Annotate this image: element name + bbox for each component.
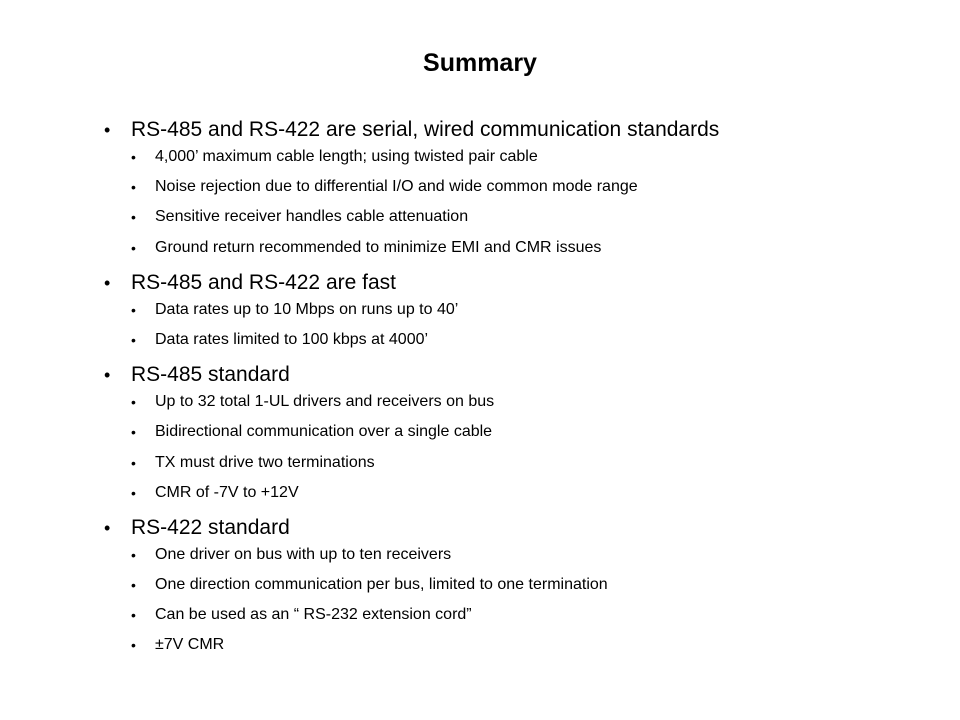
list-item-text: 4,000’ maximum cable length; using twisted pair cable	[155, 148, 538, 165]
list-item-text: CMR of -7V to +12V	[155, 483, 299, 501]
list-item	[131, 392, 924, 412]
sub-bullet-list	[104, 300, 924, 350]
list-item-text: Bidirectional communication over a single cable	[155, 423, 493, 441]
bullet-icon: •	[131, 424, 136, 441]
list-item-text: TX must drive two terminations	[155, 453, 375, 471]
list-item-text: Data rates limited to 100 kbps at 4000’	[155, 330, 429, 348]
list-item-text: One direction communication per bus, limited to one termination	[155, 576, 608, 594]
list-item	[131, 300, 924, 320]
list-item-text: ±7V CMR	[155, 636, 225, 654]
bullet-icon: •	[104, 272, 111, 293]
section-heading-text: RS-422 standard	[131, 515, 290, 539]
bullet-icon: •	[131, 239, 136, 256]
list-item	[131, 635, 924, 655]
summary-section	[104, 115, 924, 258]
list-item-text: Ground return recommended to minimize EMI and CMR issues	[155, 238, 602, 256]
section-heading-text: RS-485 and RS-422 are fast	[131, 270, 396, 294]
section-heading-text: RS-485 and RS-422 are serial, wired communication standards	[131, 118, 720, 141]
list-item	[131, 545, 924, 565]
bullet-icon: •	[131, 546, 136, 563]
bullet-icon: •	[104, 517, 111, 538]
list-item	[131, 575, 924, 595]
summary-section	[104, 513, 924, 656]
bullet-icon: •	[131, 577, 136, 594]
list-item	[131, 207, 924, 227]
slide-title: Summary	[423, 49, 537, 77]
summary-section	[104, 360, 924, 503]
list-item-text: Sensitive receiver handles cable attenuation	[155, 208, 469, 226]
list-item	[131, 330, 924, 350]
list-item-text: Noise rejection due to differential I/O and wide common mode range	[155, 178, 638, 196]
list-item-text: One driver on bus with up to ten receivers	[155, 545, 452, 563]
list-item-text: Data rates up to 10 Mbps on runs up to 40’	[155, 300, 459, 318]
bullet-icon: •	[131, 149, 136, 165]
sub-bullet-list	[104, 147, 924, 258]
list-item-text: Can be used as an “ RS-232 extension cord”	[155, 606, 472, 624]
bullet-icon: •	[104, 365, 111, 386]
sub-bullet-list	[104, 545, 924, 656]
list-item	[131, 177, 924, 197]
list-item	[131, 483, 924, 503]
list-item-text: Up to 32 total 1-UL drivers and receivers on bus	[155, 393, 495, 411]
bullet-icon: •	[131, 209, 136, 226]
list-item	[131, 147, 924, 167]
sub-bullet-list	[104, 392, 924, 503]
section-heading	[104, 268, 924, 298]
list-item	[131, 605, 924, 625]
list-item	[131, 422, 924, 442]
list-item	[131, 238, 924, 258]
bullet-icon: •	[131, 607, 136, 624]
bullet-list	[104, 115, 924, 666]
bullet-icon: •	[131, 301, 136, 318]
section-heading	[104, 513, 924, 543]
bullet-icon: •	[131, 394, 136, 411]
bullet-icon: •	[131, 331, 136, 348]
bullet-icon: •	[104, 120, 111, 140]
bullet-icon: •	[131, 179, 136, 196]
section-heading	[104, 115, 924, 145]
list-item	[131, 453, 924, 473]
bullet-icon: •	[131, 484, 136, 501]
bullet-icon: •	[131, 637, 136, 654]
summary-section	[104, 268, 924, 350]
section-heading	[104, 360, 924, 390]
bullet-icon: •	[131, 454, 136, 471]
section-heading-text: RS-485 standard	[131, 363, 290, 387]
